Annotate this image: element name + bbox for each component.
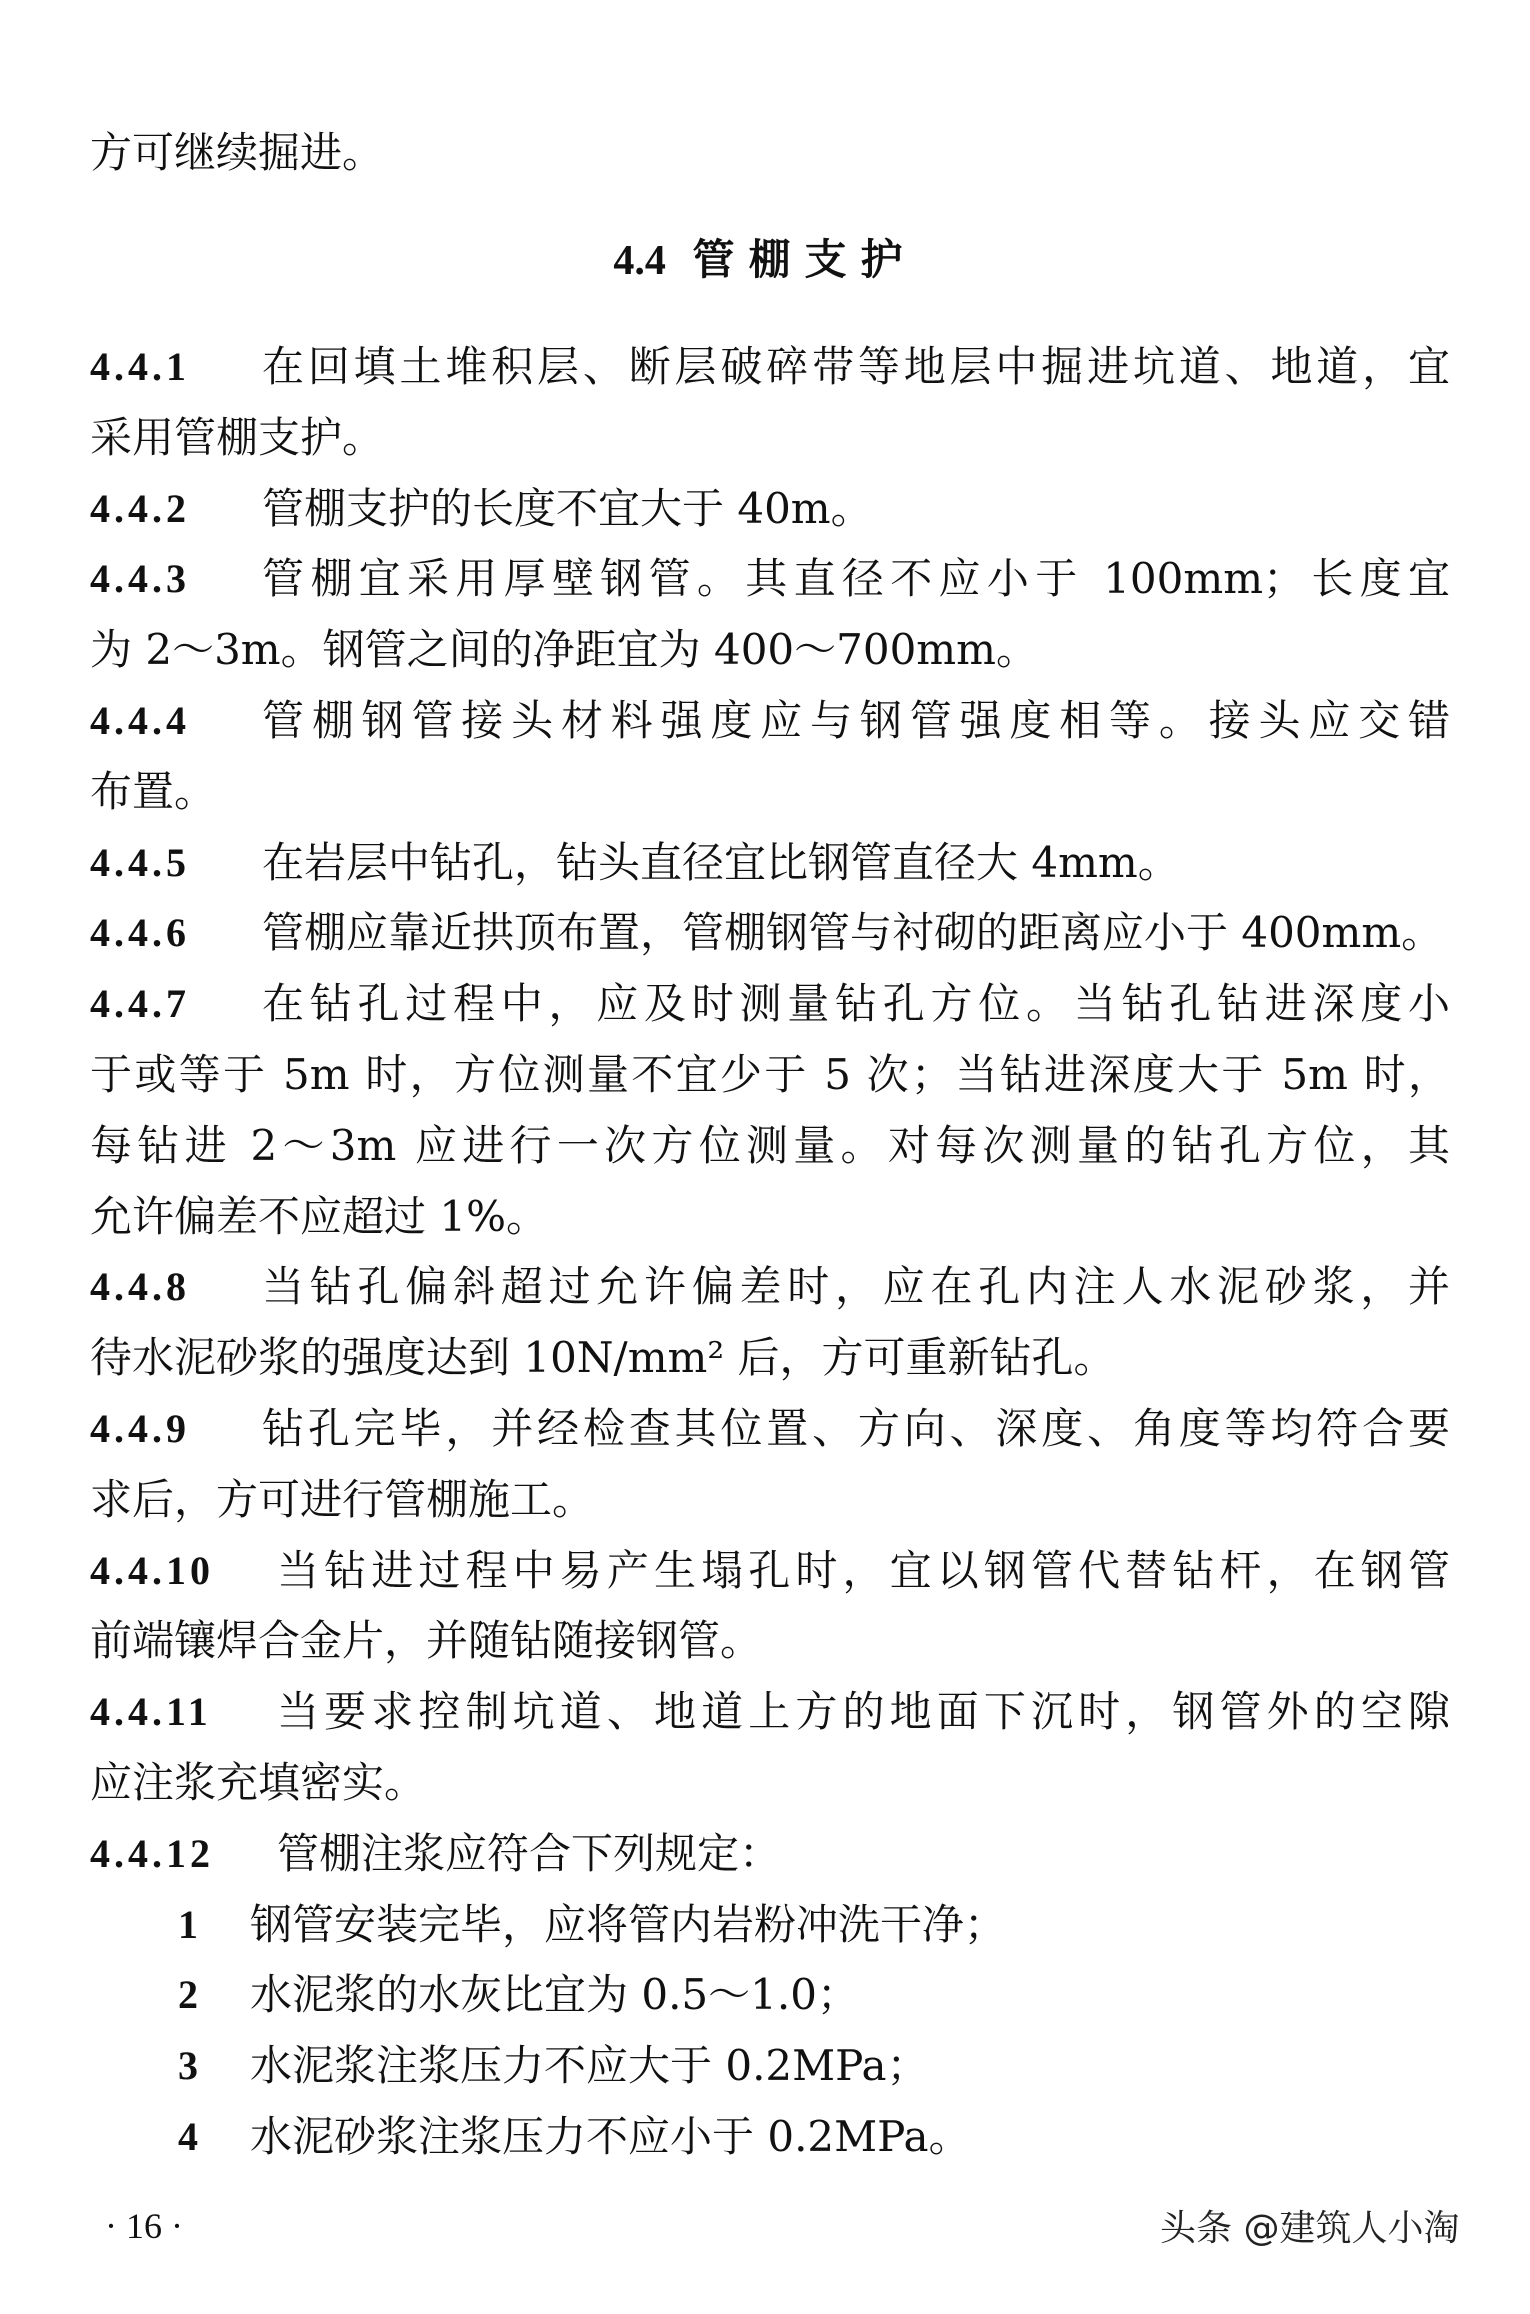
intro-line xyxy=(90,123,1450,183)
clause-number: 4.4.12 xyxy=(90,1830,214,1876)
clause-number: 4.4.3 xyxy=(90,556,190,602)
clause-line xyxy=(90,974,1450,1034)
clause-number: 4.4.11 xyxy=(90,1689,212,1735)
clause-text: 管棚支护的长度不宜大于 40m。 xyxy=(262,483,873,533)
list-item-number: 4 xyxy=(178,2114,202,2159)
clause-text: 当要求控制坑道、地道上方的地面下沉时，钢管外的空隙 xyxy=(277,1687,1450,1737)
section-title: 管棚支护 xyxy=(692,235,917,284)
clause-text: 管棚宜采用厚壁钢管。其直径不应小于 100mm；长度宜 xyxy=(262,554,1450,604)
section-number: 4.4 xyxy=(613,238,666,284)
list-item-text: 水泥砂浆注浆压力不应小于 0.2MPa。 xyxy=(250,2112,971,2161)
clause-line xyxy=(90,1257,1450,1317)
clause-text: 钻孔完毕，并经检查其位置、方向、深度、角度等均符合要 xyxy=(262,1404,1450,1453)
list-item xyxy=(178,1895,1530,1955)
clause-line xyxy=(90,762,1450,822)
clause-text: 采用管棚支护。 xyxy=(90,412,385,462)
clause-line xyxy=(90,1187,1450,1247)
clause-number: 4.4.7 xyxy=(90,981,190,1027)
clause-text: 当钻孔偏斜超过允许偏差时，应在孔内注人水泥砂浆，并 xyxy=(262,1262,1450,1312)
clause-line xyxy=(90,1611,1450,1671)
list-item xyxy=(178,2036,1530,2096)
clause-text: 求后，方可进行管棚施工。 xyxy=(90,1474,595,1524)
section-heading xyxy=(0,230,1530,291)
list-item xyxy=(178,2107,1530,2167)
clause-text: 当钻进过程中易产生塌孔时，宜以钢管代替钻杆，在钢管 xyxy=(277,1545,1450,1595)
page-number: · 16 · xyxy=(105,2206,183,2246)
clause-line xyxy=(90,903,1450,963)
clause-line xyxy=(90,549,1450,609)
clause-text: 在回填土堆积层、断层破碎带等地层中掘进坑道、地道，宜 xyxy=(262,342,1450,391)
clause-line xyxy=(90,1541,1450,1601)
clause-number: 4.4.10 xyxy=(90,1547,214,1593)
clause-line xyxy=(90,1470,1450,1530)
clause-line xyxy=(90,479,1450,539)
list-item-number: 1 xyxy=(178,1901,202,1947)
list-item-number: 2 xyxy=(178,1972,202,2018)
clause-line xyxy=(90,408,1450,468)
clause-text: 前端镶焊合金片，并随钻随接钢管。 xyxy=(90,1616,763,1666)
intro-text: 方可继续掘进。 xyxy=(90,128,385,177)
clause-number: 4.4.1 xyxy=(90,344,190,389)
clause-text: 待水泥砂浆的强度达到 10N/mm² 后，方可重新钻孔。 xyxy=(90,1333,1116,1383)
clause-line xyxy=(90,1116,1450,1176)
clause-line xyxy=(90,1328,1450,1388)
clause-text: 在钻孔过程中，应及时测量钻孔方位。当钻孔钻进深度小 xyxy=(262,979,1450,1029)
clause-number: 4.4.2 xyxy=(90,485,190,531)
clause-number: 4.4.4 xyxy=(90,698,190,743)
clause-line xyxy=(90,833,1450,893)
clause-line xyxy=(90,1399,1450,1459)
clause-text: 应注浆充填密实。 xyxy=(90,1758,427,1807)
clause-number: 4.4.5 xyxy=(90,839,190,885)
clause-number: 4.4.6 xyxy=(90,910,190,956)
clause-number: 4.4.8 xyxy=(90,1264,190,1310)
clause-line xyxy=(90,1682,1450,1742)
clause-line xyxy=(90,691,1450,751)
watermark: 头条 @建筑人小淘 xyxy=(1160,2208,1460,2249)
list-item-number: 3 xyxy=(178,2043,202,2089)
clause-line xyxy=(90,620,1450,680)
list-item-text: 水泥浆的水灰比宜为 0.5～1.0； xyxy=(250,1970,859,2020)
clause-text: 在岩层中钻孔，钻头直径宜比钢管直径大 4mm。 xyxy=(262,837,1180,887)
clause-number: 4.4.9 xyxy=(90,1406,190,1451)
clause-text: 布置。 xyxy=(90,766,217,816)
clause-line xyxy=(90,1824,1450,1884)
list-item-text: 水泥浆注浆压力不应大于 0.2MPa； xyxy=(250,2041,929,2091)
clause-text: 管棚钢管接头材料强度应与钢管强度相等。接头应交错 xyxy=(262,696,1450,745)
clause-text: 允许偏差不应超过 1%。 xyxy=(90,1191,548,1241)
list-item xyxy=(178,1965,1530,2025)
clause-line xyxy=(90,1753,1450,1813)
clause-text: 为 2～3m。钢管之间的净距宜为 400～700mm。 xyxy=(90,625,1038,675)
clause-line xyxy=(90,1045,1450,1105)
clause-text: 每钻进 2～3m 应进行一次方位测量。对每次测量的钻孔方位，其 xyxy=(90,1120,1450,1170)
clause-line xyxy=(90,337,1450,397)
list-item-text: 钢管安装完毕，应将管内岩粉冲洗干净； xyxy=(250,1899,1007,1949)
clause-text: 管棚注浆应符合下列规定： xyxy=(277,1828,782,1878)
clause-text: 于或等于 5m 时，方位测量不宜少于 5 次；当钻进深度大于 5m 时， xyxy=(90,1050,1450,1099)
clause-text: 管棚应靠近拱顶布置，管棚钢管与衬砌的距离应小于 400mm。 xyxy=(262,908,1444,958)
